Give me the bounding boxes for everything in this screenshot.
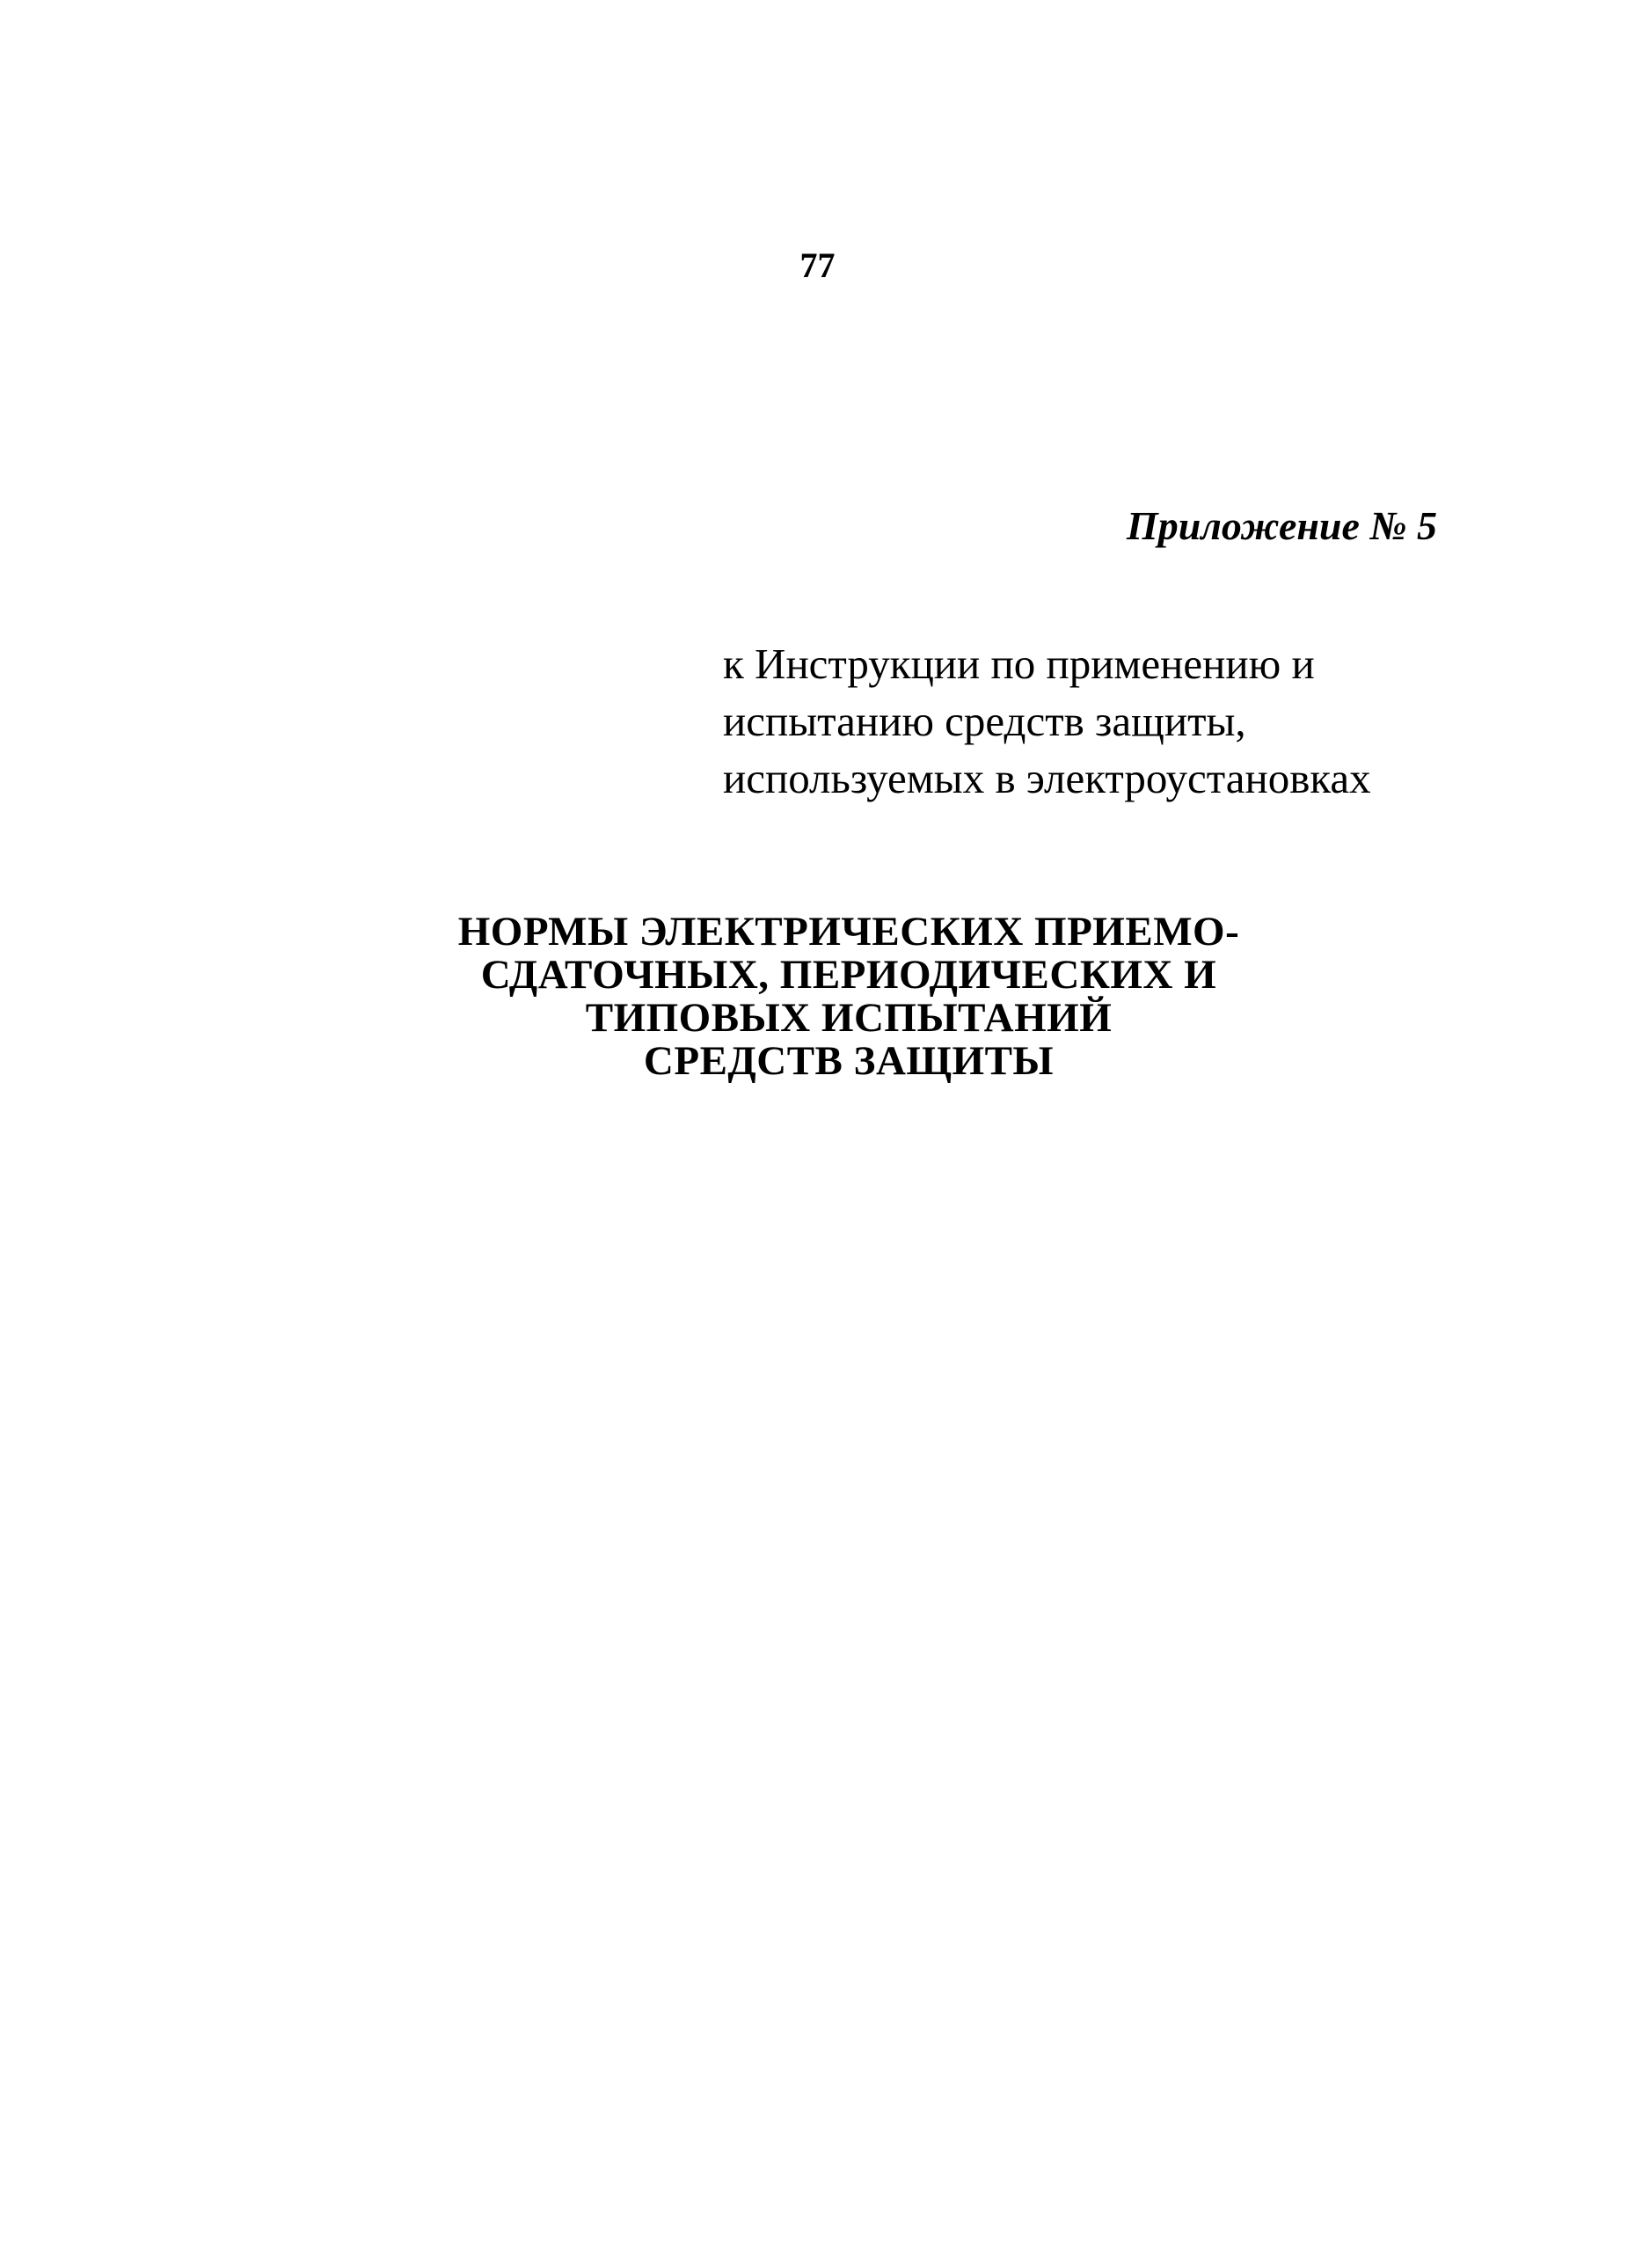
document-title (369, 911, 1328, 1083)
reference-line: к Инструкции по применению и (723, 640, 1315, 688)
title-line: НОРМЫ ЭЛЕКТРИЧЕСКИХ ПРИЕМО- (457, 909, 1240, 955)
appendix-label: Приложение № 5 (1126, 503, 1437, 548)
reference-line: используемых в электроустановках (723, 754, 1371, 802)
title-line: СДАТОЧНЫХ, ПЕРИОДИЧЕСКИХ И (480, 952, 1217, 998)
page-number: 77 (799, 245, 836, 285)
reference-line: испытанию средств защиты, (723, 697, 1246, 745)
title-line: ТИПОВЫХ ИСПЫТАНИЙ (585, 995, 1113, 1041)
appendix-reference (723, 635, 1371, 807)
title-line: СРЕДСТВ ЗАЩИТЫ (643, 1038, 1055, 1084)
